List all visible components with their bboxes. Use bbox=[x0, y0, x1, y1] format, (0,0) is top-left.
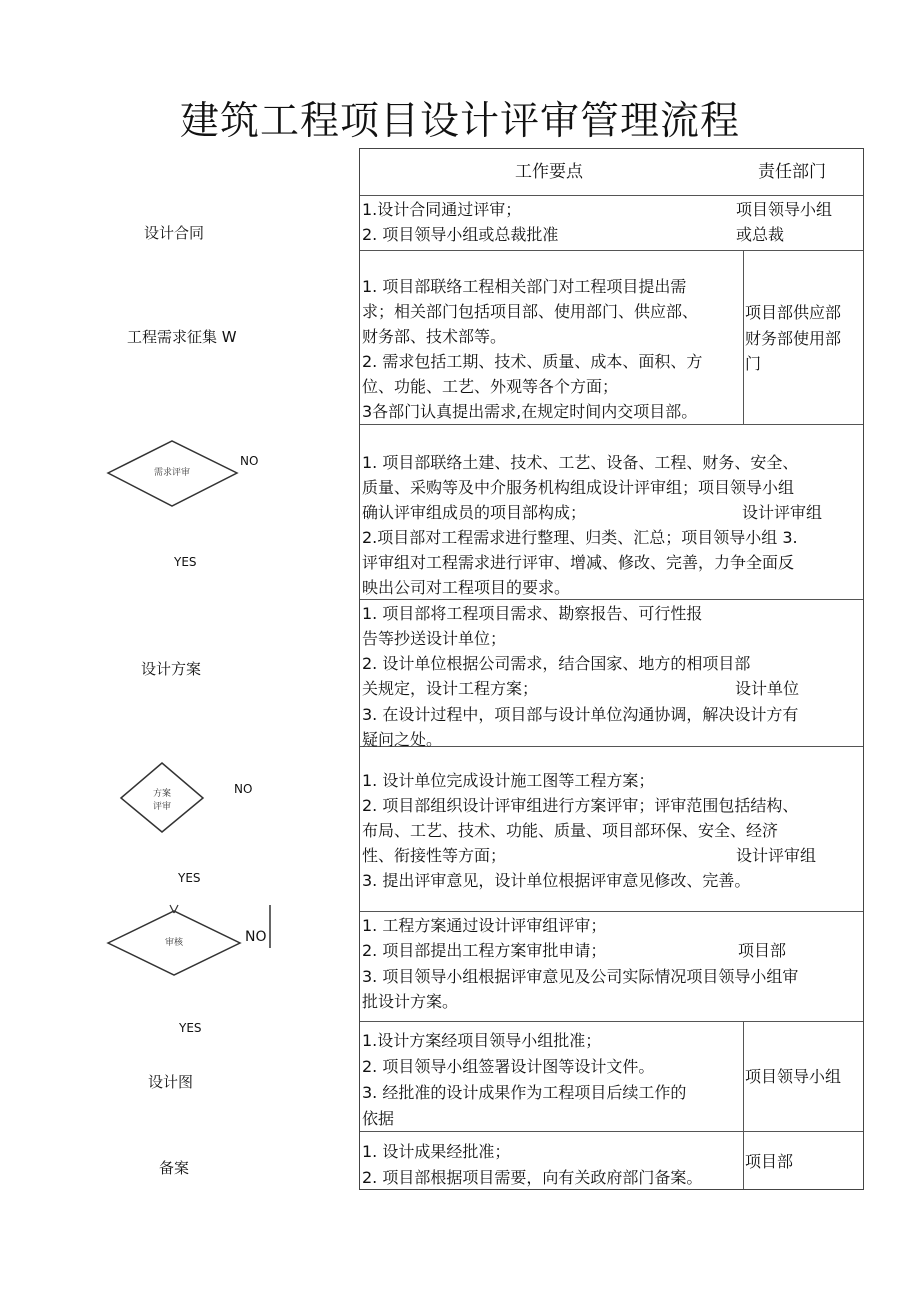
row8-line1: 1. 设计成果经批准； bbox=[362, 1142, 511, 1161]
row2-line1: 1. 项目部联络工程相关部门对工程项目提出需 bbox=[362, 277, 687, 296]
header-responsible-dept: 责任部门 bbox=[758, 162, 826, 182]
row1-dept-line2: 或总裁 bbox=[736, 225, 785, 244]
row3-line6: 映出公司对工程项目的要求。 bbox=[362, 578, 571, 597]
row4-line4: 关规定，设计工程方案； bbox=[362, 679, 539, 698]
yes-label: YES bbox=[178, 871, 201, 885]
row1-dept-line1: 项目领导小组 bbox=[736, 200, 833, 219]
row7-line3: 3. 经批准的设计成果作为工程项目后续工作的 bbox=[362, 1083, 687, 1102]
row3-dept: 设计评审组 bbox=[742, 503, 823, 522]
row5-line4: 性、衔接性等方面； bbox=[362, 846, 507, 865]
decision-needs-review-label: 需求评审 bbox=[153, 468, 190, 478]
row2-dept-line3: 门 bbox=[745, 354, 762, 373]
row6-dept: 项目部 bbox=[738, 941, 787, 960]
yes-label: YES bbox=[174, 555, 197, 569]
no-label: NO bbox=[245, 929, 267, 945]
decision-plan-review-label-2: 评审 bbox=[152, 802, 171, 812]
row7-line4: 依据 bbox=[362, 1109, 395, 1128]
decision-plan-review-label-1: 方案 bbox=[152, 789, 171, 799]
row5-line3: 布局、工艺、技术、功能、质量、项目部环保、安全、经济 bbox=[362, 821, 779, 840]
row1-line2: 2. 项目领导小组或总裁批准 bbox=[362, 225, 559, 244]
flow-step-contract: 设计合同 bbox=[144, 224, 205, 242]
no-label: NO bbox=[240, 454, 259, 468]
row2-line4: 2. 需求包括工期、技术、质量、成本、面积、方 bbox=[362, 352, 703, 371]
row2-dept-line2: 财务部使用部 bbox=[745, 329, 842, 348]
row6-line2: 2. 项目部提出工程方案审批申请； bbox=[362, 941, 607, 960]
row4-line6: 疑问之处。 bbox=[362, 730, 443, 749]
row6-line3: 3. 项目领导小组根据评审意见及公司实际情况项目领导小组审 bbox=[362, 967, 799, 986]
decision-approve-label: 审核 bbox=[164, 938, 183, 948]
row7-line1: 1.设计方案经项目领导小组批准； bbox=[362, 1031, 602, 1050]
flow-step-filing: 备案 bbox=[159, 1159, 190, 1177]
row4-line3: 2. 设计单位根据公司需求，结合国家、地方的相项目部 bbox=[362, 654, 751, 673]
page-title: 建筑工程项目设计评审管理流程 bbox=[179, 99, 740, 144]
yes-label: YES bbox=[179, 1021, 202, 1035]
row5-line2: 2. 项目部组织设计评审组进行方案评审；评审范围包括结构、 bbox=[362, 796, 799, 815]
row4-line1: 1. 项目部将工程项目需求、勘察报告、可行性报 bbox=[362, 604, 703, 623]
work-points-table bbox=[359, 148, 864, 1190]
row4-dept: 设计单位 bbox=[735, 679, 800, 698]
row3-line2: 质量、采购等及中介服务机构组成设计评审组；项目领导小组 bbox=[362, 478, 795, 497]
row2-line5: 位、功能、工艺、外观等各个方面； bbox=[362, 377, 619, 396]
row5-line5: 3. 提出评审意见，设计单位根据评审意见修改、完善。 bbox=[362, 871, 751, 890]
row3-line5: 评审组对工程需求进行评审、增减、修改、完善，力争全面反 bbox=[362, 553, 795, 572]
row5-dept: 设计评审组 bbox=[736, 846, 817, 865]
flow-step-drawing: 设计图 bbox=[148, 1073, 194, 1091]
row5-line1: 1. 设计单位完成设计施工图等工程方案； bbox=[362, 771, 655, 790]
header-work-points: 工作要点 bbox=[515, 162, 583, 182]
row3-line4: 2.项目部对工程需求进行整理、归类、汇总；项目领导小组 3. bbox=[362, 528, 798, 547]
row4-line2: 告等抄送设计单位； bbox=[362, 629, 507, 648]
row3-line1: 1. 项目部联络土建、技术、工艺、设备、工程、财务、安全、 bbox=[362, 453, 799, 472]
no-label: NO bbox=[234, 782, 253, 796]
row7-line2: 2. 项目领导小组签署设计图等设计文件。 bbox=[362, 1057, 655, 1076]
row3-line3: 确认评审组成员的项目部构成； bbox=[362, 503, 587, 522]
row8-dept: 项目部 bbox=[745, 1152, 794, 1171]
row2-line3: 财务部、技术部等。 bbox=[362, 327, 507, 346]
row8-line2: 2. 项目部根据项目需要，向有关政府部门备案。 bbox=[362, 1168, 703, 1187]
row7-dept: 项目领导小组 bbox=[745, 1067, 842, 1086]
row1-line1: 1.设计合同通过评审； bbox=[362, 200, 522, 219]
flow-step-needs: 工程需求征集 W bbox=[127, 328, 237, 346]
row2-line2: 求；相关部门包括项目部、使用部门、供应部、 bbox=[362, 302, 699, 321]
row6-line1: 1. 工程方案通过设计评审组评审； bbox=[362, 916, 607, 935]
flow-step-plan: 设计方案 bbox=[141, 660, 202, 678]
row2-dept-line1: 项目部供应部 bbox=[745, 303, 842, 322]
row6-line4: 批设计方案。 bbox=[362, 992, 459, 1011]
row2-line6: 3各部门认真提出需求,在规定时间内交项目部。 bbox=[362, 402, 698, 421]
row4-line5: 3. 在设计过程中，项目部与设计单位沟通协调，解决设计方有 bbox=[362, 705, 799, 724]
